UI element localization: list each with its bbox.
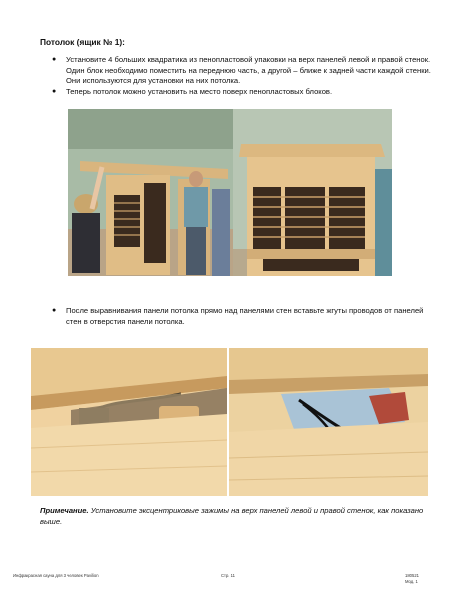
photo-lifting-ceiling [68,109,233,276]
note-label: Примечание. [40,506,89,515]
instruction-list-bottom [40,306,432,327]
list-item: ● После выравнивания панели потолка прямо над панелями стен вставьте жгуты проводов от панелей стен в отверстия панели потолка. [52,306,424,326]
bullet-icon: ● [52,56,57,63]
photo-ceiling-placed [233,109,392,276]
section-heading: Потолок (ящик № 1): [40,37,125,47]
bullet-icon: ● [52,87,57,95]
footer-revision: Мод. 1 [405,579,418,584]
footer-page-number: Стр. 11 [221,573,235,578]
instruction-list-top [40,55,432,97]
footer-doc-code: 180521 [405,573,419,578]
footer-product-name: Инфракрасная сауна для 3 человек Pavilion [13,573,99,578]
bullet-icon: ● [52,307,57,314]
photo-wire-harness-left [31,348,227,496]
list-item: ● Теперь потолок можно установить на место поверх пенопластовых блоков. [52,86,333,96]
list-item: ● Установите 4 больших квадратика из пенопластовой упаковки на верх панелей левой и правой стенок. Один блок необходимо поместить на переднюю часть, а другой – ближе к задней части каждой стенки. Они используются для установки на них потолка. [52,55,431,86]
note-paragraph [40,506,440,527]
photo-wire-harness-right [229,348,428,496]
note-text: Установите эксцентриковые зажимы на верх панелей левой и правой стенок, как показано выше. [40,506,424,526]
